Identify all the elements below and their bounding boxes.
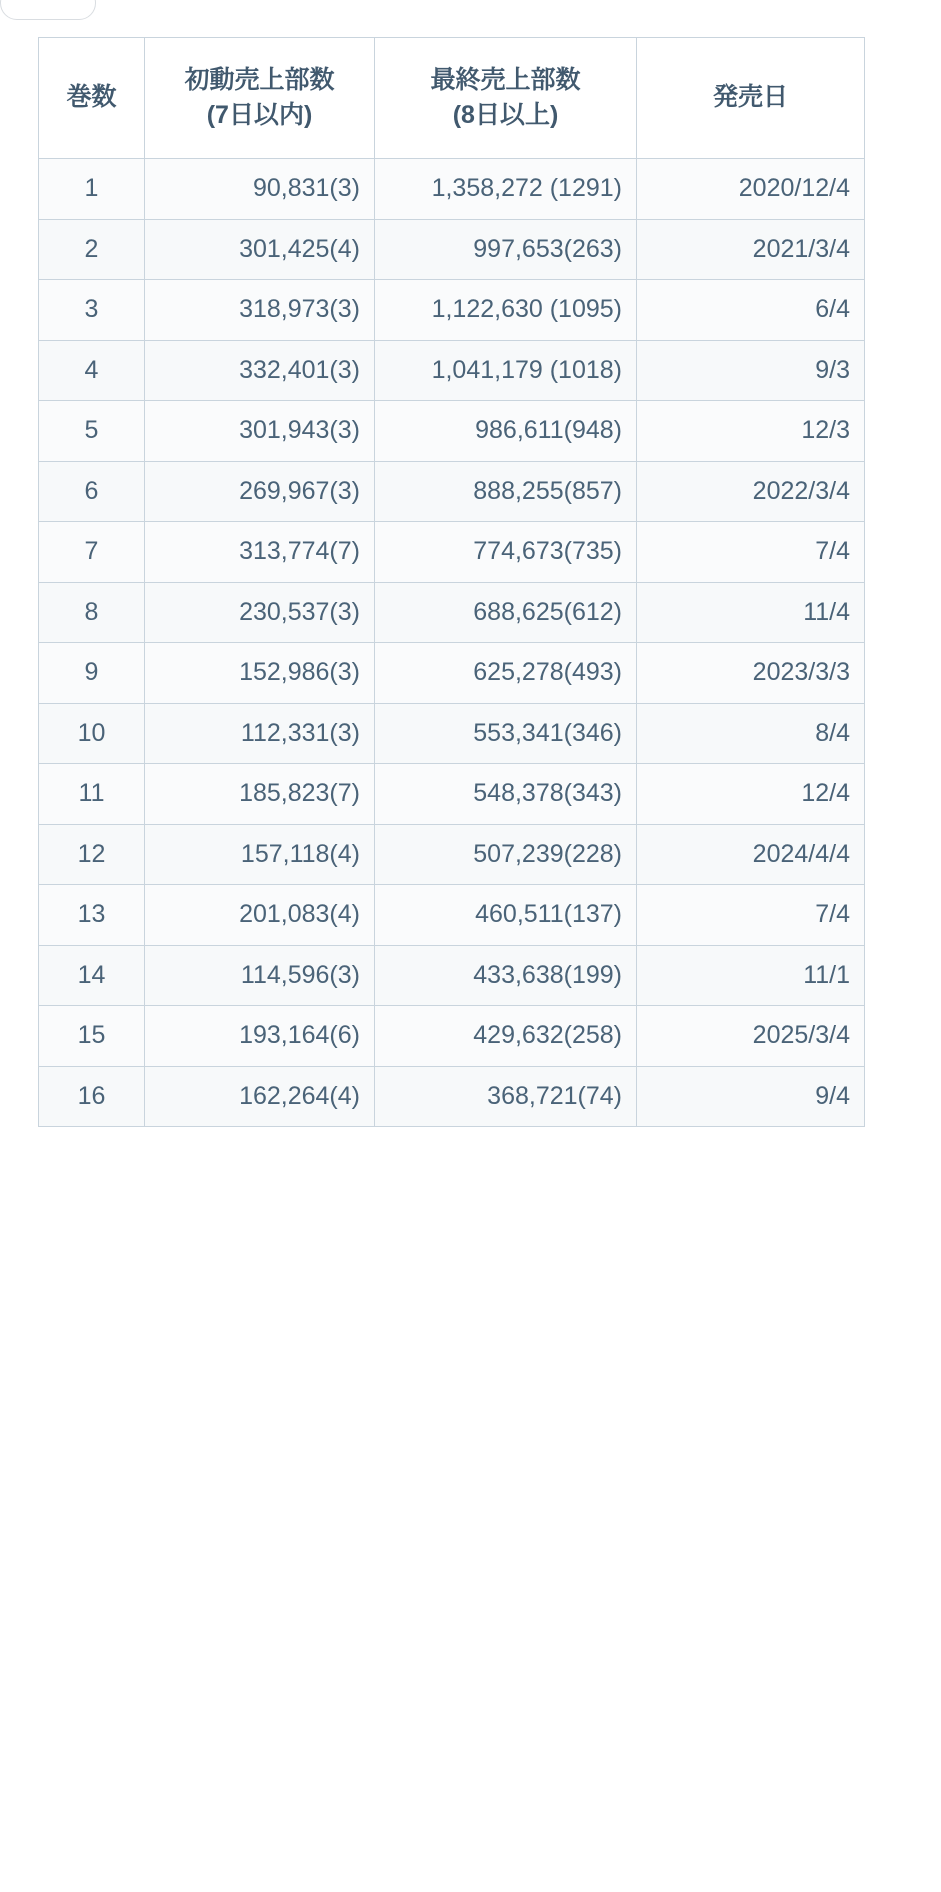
cell-volume: 11 — [39, 764, 145, 825]
table-row — [39, 522, 865, 583]
cell-final-sales: 625,278(493) — [375, 643, 637, 704]
cell-release-date: 2021/3/4 — [637, 219, 865, 280]
cell-first-week-sales: 332,401(3) — [145, 340, 375, 401]
cell-final-sales: 986,611(948) — [375, 401, 637, 462]
table-row — [39, 1066, 865, 1127]
cell-first-week-sales: 201,083(4) — [145, 885, 375, 946]
cell-release-date: 8/4 — [637, 703, 865, 764]
table-header — [39, 38, 865, 159]
cell-final-sales: 368,721(74) — [375, 1066, 637, 1127]
column-header-final-sales-line2: (8日以上) — [452, 101, 559, 129]
cell-final-sales: 433,638(199) — [375, 945, 637, 1006]
cell-volume: 16 — [39, 1066, 145, 1127]
cell-release-date: 2022/3/4 — [637, 461, 865, 522]
cell-volume: 10 — [39, 703, 145, 764]
cell-final-sales: 774,673(735) — [375, 522, 637, 583]
cell-first-week-sales: 152,986(3) — [145, 643, 375, 704]
cell-release-date: 2020/12/4 — [637, 159, 865, 220]
cell-volume: 8 — [39, 582, 145, 643]
table-body — [39, 159, 865, 1127]
cell-first-week-sales: 318,973(3) — [145, 280, 375, 341]
cell-release-date: 2023/3/3 — [637, 643, 865, 704]
column-header-volume-line1: 巻数 — [66, 83, 117, 112]
column-header-final-sales — [375, 38, 637, 159]
top-chip-button[interactable] — [0, 0, 96, 20]
column-header-volume — [39, 38, 145, 159]
cell-release-date: 12/3 — [637, 401, 865, 462]
table-row — [39, 159, 865, 220]
cell-release-date: 9/3 — [637, 340, 865, 401]
cell-first-week-sales: 230,537(3) — [145, 582, 375, 643]
cell-first-week-sales: 112,331(3) — [145, 703, 375, 764]
table-row — [39, 764, 865, 825]
column-header-release-date — [637, 38, 865, 159]
cell-first-week-sales: 162,264(4) — [145, 1066, 375, 1127]
cell-final-sales: 1,358,272 (1291) — [375, 159, 637, 220]
cell-release-date: 2025/3/4 — [637, 1006, 865, 1067]
cell-final-sales: 460,511(137) — [375, 885, 637, 946]
cell-first-week-sales: 301,943(3) — [145, 401, 375, 462]
cell-volume: 7 — [39, 522, 145, 583]
table-row — [39, 340, 865, 401]
cell-volume: 3 — [39, 280, 145, 341]
cell-first-week-sales: 90,831(3) — [145, 159, 375, 220]
column-header-release-date-line1: 発売日 — [712, 83, 788, 112]
cell-final-sales: 429,632(258) — [375, 1006, 637, 1067]
table-row — [39, 885, 865, 946]
cell-volume: 1 — [39, 159, 145, 220]
table-row — [39, 824, 865, 885]
cell-volume: 9 — [39, 643, 145, 704]
cell-first-week-sales: 114,596(3) — [145, 945, 375, 1006]
table-row — [39, 703, 865, 764]
cell-first-week-sales: 157,118(4) — [145, 824, 375, 885]
cell-volume: 14 — [39, 945, 145, 1006]
cell-volume: 13 — [39, 885, 145, 946]
cell-final-sales: 1,041,179 (1018) — [375, 340, 637, 401]
cell-release-date: 7/4 — [637, 885, 865, 946]
table-row — [39, 582, 865, 643]
table-row — [39, 280, 865, 341]
cell-release-date: 6/4 — [637, 280, 865, 341]
cell-final-sales: 548,378(343) — [375, 764, 637, 825]
cell-volume: 15 — [39, 1006, 145, 1067]
cell-final-sales: 688,625(612) — [375, 582, 637, 643]
cell-volume: 4 — [39, 340, 145, 401]
cell-final-sales: 888,255(857) — [375, 461, 637, 522]
table-row — [39, 401, 865, 462]
sales-table-container — [38, 37, 864, 1127]
cell-final-sales: 507,239(228) — [375, 824, 637, 885]
table-row — [39, 1006, 865, 1067]
cell-first-week-sales: 193,164(6) — [145, 1006, 375, 1067]
column-header-final-sales-line1: 最終売上部数 — [430, 65, 581, 94]
cell-release-date: 9/4 — [637, 1066, 865, 1127]
cell-first-week-sales: 185,823(7) — [145, 764, 375, 825]
cell-first-week-sales: 269,967(3) — [145, 461, 375, 522]
cell-volume: 5 — [39, 401, 145, 462]
table-row — [39, 945, 865, 1006]
sales-table — [38, 37, 865, 1127]
cell-release-date: 2024/4/4 — [637, 824, 865, 885]
table-row — [39, 643, 865, 704]
cell-final-sales: 553,341(346) — [375, 703, 637, 764]
table-row — [39, 461, 865, 522]
cell-final-sales: 1,122,630 (1095) — [375, 280, 637, 341]
column-header-first-week-sales-line1: 初動売上部数 — [184, 65, 335, 94]
cell-release-date: 7/4 — [637, 522, 865, 583]
cell-volume: 6 — [39, 461, 145, 522]
table-header-row — [39, 38, 865, 159]
column-header-first-week-sales-line2: (7日以内) — [206, 101, 313, 129]
cell-volume: 2 — [39, 219, 145, 280]
cell-final-sales: 997,653(263) — [375, 219, 637, 280]
cell-release-date: 11/4 — [637, 582, 865, 643]
cell-first-week-sales: 313,774(7) — [145, 522, 375, 583]
cell-release-date: 12/4 — [637, 764, 865, 825]
table-row — [39, 219, 865, 280]
cell-release-date: 11/1 — [637, 945, 865, 1006]
cell-volume: 12 — [39, 824, 145, 885]
column-header-first-week-sales — [145, 38, 375, 159]
cell-first-week-sales: 301,425(4) — [145, 219, 375, 280]
